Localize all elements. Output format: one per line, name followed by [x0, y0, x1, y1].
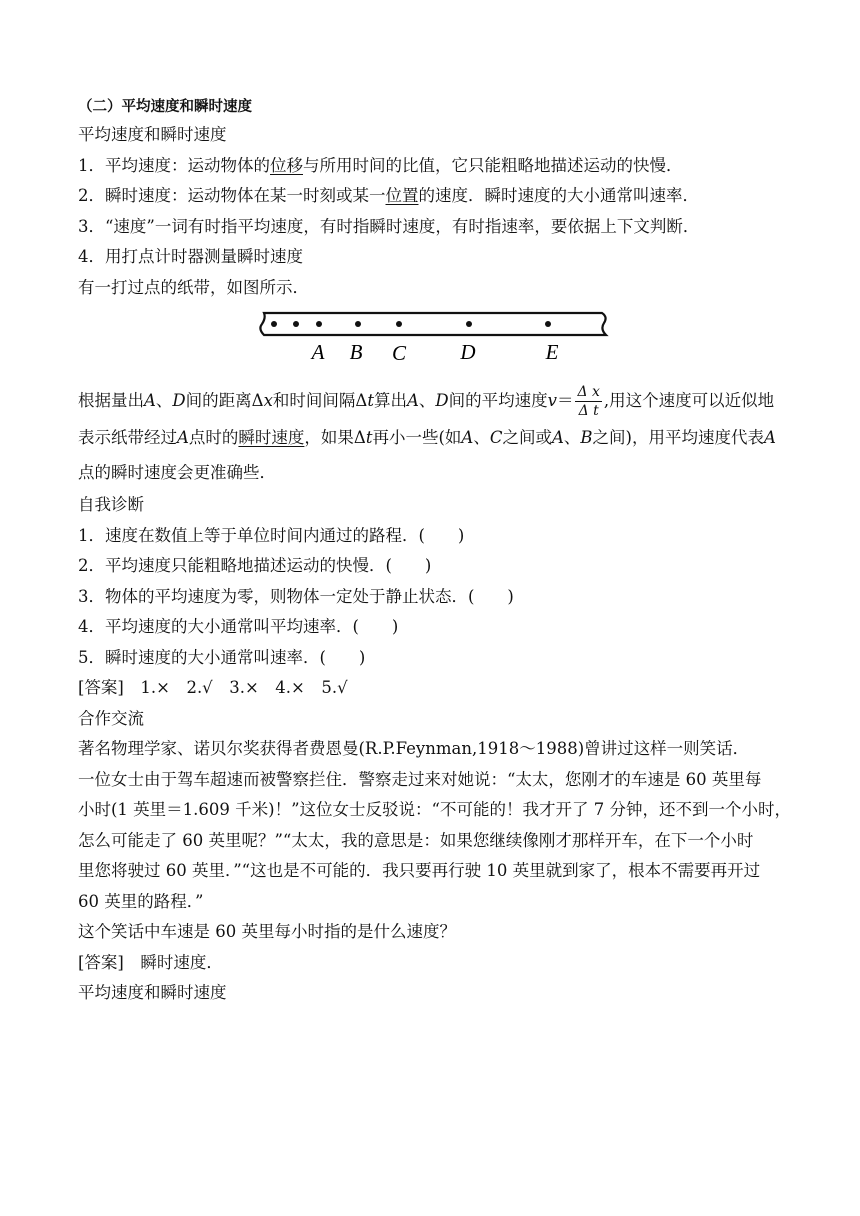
- tape-dot: [293, 321, 299, 327]
- point-5: 有一打过点的纸带，如图所示．: [78, 277, 309, 297]
- label-e: E: [545, 340, 559, 364]
- cooperation-title: 合作交流: [78, 708, 144, 728]
- point-1: 1．平均速度：运动物体的位移与所用时间的比值，它只能粗略地描述运动的快慢．: [78, 155, 683, 175]
- footer-heading: 平均速度和瞬时速度: [78, 983, 227, 1002]
- story-line: 怎么可能走了 60 英里呢？”“太太，我的意思是：如果您继续像刚才那样开车，在下一个小时: [78, 830, 754, 850]
- subtitle: 平均速度和瞬时速度: [78, 125, 227, 144]
- label-c: C: [391, 341, 407, 365]
- tape-dot: [396, 321, 402, 327]
- cooperation-answer: [答案] 瞬时速度．: [78, 952, 223, 972]
- self-check-item: 3．物体的平均速度为零，则物体一定处于静止状态．( ): [78, 586, 514, 606]
- story-line: 里您将驶过 60 英里．”“这也是不可能的．我只要再行驶 10 英里就到家了，根本不需要再开过: [78, 861, 761, 880]
- measurement-paragraph: 根据量出A、D间的距离Δx和时间间隔Δt算出A、D间的平均速度v＝ $\frac{\text{Δ x}}{\text{Δ t}}$ ,用这个速度可以近似地表示纸带经过A点时的瞬时速度，如果Δt再小一些(如A、C之间或A、B之间)，用平均速度代表A点的瞬时速度会更准确些．: [78, 384, 776, 482]
- tape-dot: [271, 321, 277, 327]
- tape-dot: [545, 321, 551, 327]
- self-check-title: 自我诊断: [78, 495, 144, 514]
- label-d: D: [460, 340, 476, 364]
- tape-dot: [466, 321, 472, 327]
- self-check-item: 5．瞬时速度的大小通常叫速率．( ): [78, 647, 366, 667]
- ticker-tape-diagram: [78, 303, 784, 383]
- point-3: 3．“速度”一词有时指平均速度，有时指瞬时速度，有时指速率，要依据上下文判断．: [78, 216, 700, 236]
- ticker-tape-figure: [78, 303, 784, 383]
- self-check-item: 4．平均速度的大小通常叫平均速率．( ): [78, 617, 399, 636]
- label-a: A: [311, 340, 325, 364]
- self-check-answer: [答案] 1.× 2.√ 3.× 4.× 5.√: [78, 678, 348, 697]
- self-check-item: 2．平均速度只能粗略地描述运动的快慢．( ): [78, 556, 432, 575]
- section-title: （二）平均速度和瞬时速度: [78, 99, 252, 115]
- document-page: [78, 98, 791, 1009]
- cooperation-intro: 著名物理学家、诺贝尔奖获得者费恩曼(R.P.Feynman,1918～1988)曾讲过这样一则笑话．: [78, 739, 750, 758]
- point-4: 4．用打点计时器测量瞬时速度: [78, 247, 303, 266]
- velocity-fraction: $\frac{\text{Δ x}}{\text{Δ t}}$: [577, 384, 600, 419]
- underlined-term: 位置: [385, 186, 419, 205]
- underlined-term: 位移: [270, 155, 303, 175]
- tape-dot: [355, 321, 361, 327]
- underlined-term: 瞬时速度: [238, 428, 305, 447]
- point-2: 2．瞬时速度：运动物体在某一时刻或某一位置的速度．瞬时速度的大小通常叫速率．: [78, 186, 699, 205]
- tape-dot: [316, 321, 322, 327]
- label-b: B: [349, 340, 363, 364]
- story-line: 小时(1 英里＝1.609 千米)！”这位女士反驳说：“不可能的！我才开了 7 分钟，还不到一个小时，: [78, 800, 791, 819]
- self-check-item: 1．速度在数值上等于单位时间内通过的路程．( ): [78, 525, 465, 545]
- story-line: 60 英里的路程．”: [78, 891, 204, 911]
- story-line: 一位女士由于驾车超速而被警察拦住．警察走过来对她说：“太太，您刚才的车速是 60 英里每: [78, 769, 762, 789]
- cooperation-question: 这个笑话中车速是 60 英里每小时指的是什么速度？: [78, 922, 456, 941]
